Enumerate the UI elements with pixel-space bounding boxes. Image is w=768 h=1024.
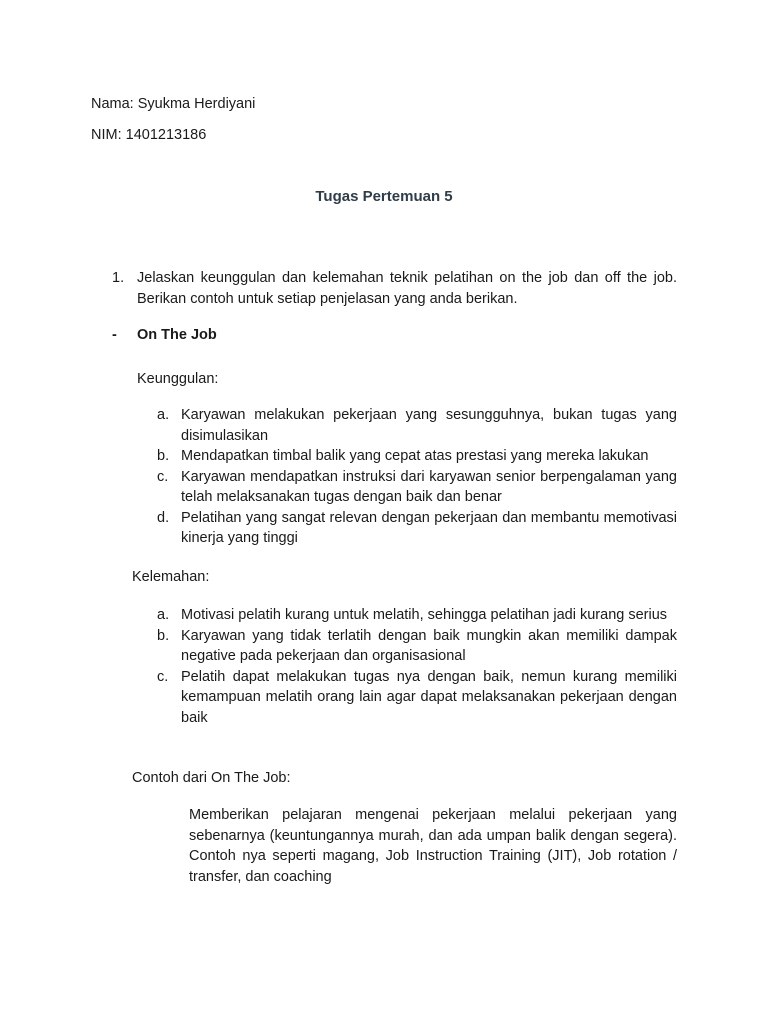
list-item — [0, 626, 677, 667]
list-item — [0, 667, 677, 729]
section-heading: On The Job — [137, 327, 217, 343]
kelemahan-list — [0, 605, 677, 728]
contoh-label: Contoh dari On The Job: — [132, 770, 291, 786]
list-item-text: Pelatihan yang sangat relevan dengan pekerjaan dan membantu memotivasi kinerja yang tinggi — [181, 509, 677, 546]
list-item-text: Karyawan melakukan pekerjaan yang sesungguhnya, bukan tugas yang disimulasikan — [181, 407, 677, 444]
list-item-text: Mendapatkan timbal balik yang cepat atas prestasi yang mereka lakukan — [181, 448, 649, 464]
list-marker: a. — [157, 607, 170, 623]
list-marker: c. — [157, 668, 169, 685]
list-marker: b. — [157, 448, 170, 464]
list-item-text: Pelatih dapat melakukan tugas nya dengan baik, nemun kurang memiliki kemampuan melatih orang lain agar dapat melaksanakan pekerjaan dengan baik — [181, 668, 677, 726]
list-item — [0, 605, 677, 626]
list-item — [0, 508, 677, 549]
student-nim: NIM: 1401213186 — [91, 127, 207, 143]
list-marker: a. — [157, 407, 170, 423]
contoh-paragraph: Memberikan pelajaran mengenai pekerjaan melalui pekerjaan yang sebenarnya (keuntungannya murah, dan ada umpan balik dengan segera). Contoh nya seperti magang, Job Instruction Training (JIT), Job rotation / transfer, dan coaching — [189, 807, 677, 885]
keunggulan-label: Keunggulan: — [137, 371, 219, 387]
question-number: 1. — [112, 270, 125, 286]
list-item — [0, 446, 677, 467]
document-title: Tugas Pertemuan 5 — [315, 188, 453, 205]
list-item — [0, 467, 677, 508]
student-name: Nama: Syukma Herdiyani — [91, 96, 256, 112]
list-item-text: Karyawan mendapatkan instruksi dari karyawan senior berpengalaman yang telah melaksanakan tugas dengan baik dan benar — [181, 468, 677, 505]
kelemahan-label: Kelemahan: — [132, 569, 210, 585]
list-marker: c. — [157, 468, 169, 485]
question-text: Jelaskan keunggulan dan kelemahan teknik pelatihan on the job dan off the job. Berikan contoh untuk setiap penjelasan yang anda berikan. — [137, 270, 677, 307]
list-item-text: Karyawan yang tidak terlatih dengan baik mungkin akan memiliki dampak negative pada pekerjaan dan organisasional — [181, 627, 677, 664]
section-bullet: - — [112, 327, 117, 343]
list-item — [0, 405, 677, 446]
list-item-text: Motivasi pelatih kurang untuk melatih, sehingga pelatihan jadi kurang serius — [181, 607, 668, 623]
list-marker: b. — [157, 627, 170, 644]
keunggulan-list — [0, 405, 677, 549]
list-marker: d. — [157, 509, 170, 526]
